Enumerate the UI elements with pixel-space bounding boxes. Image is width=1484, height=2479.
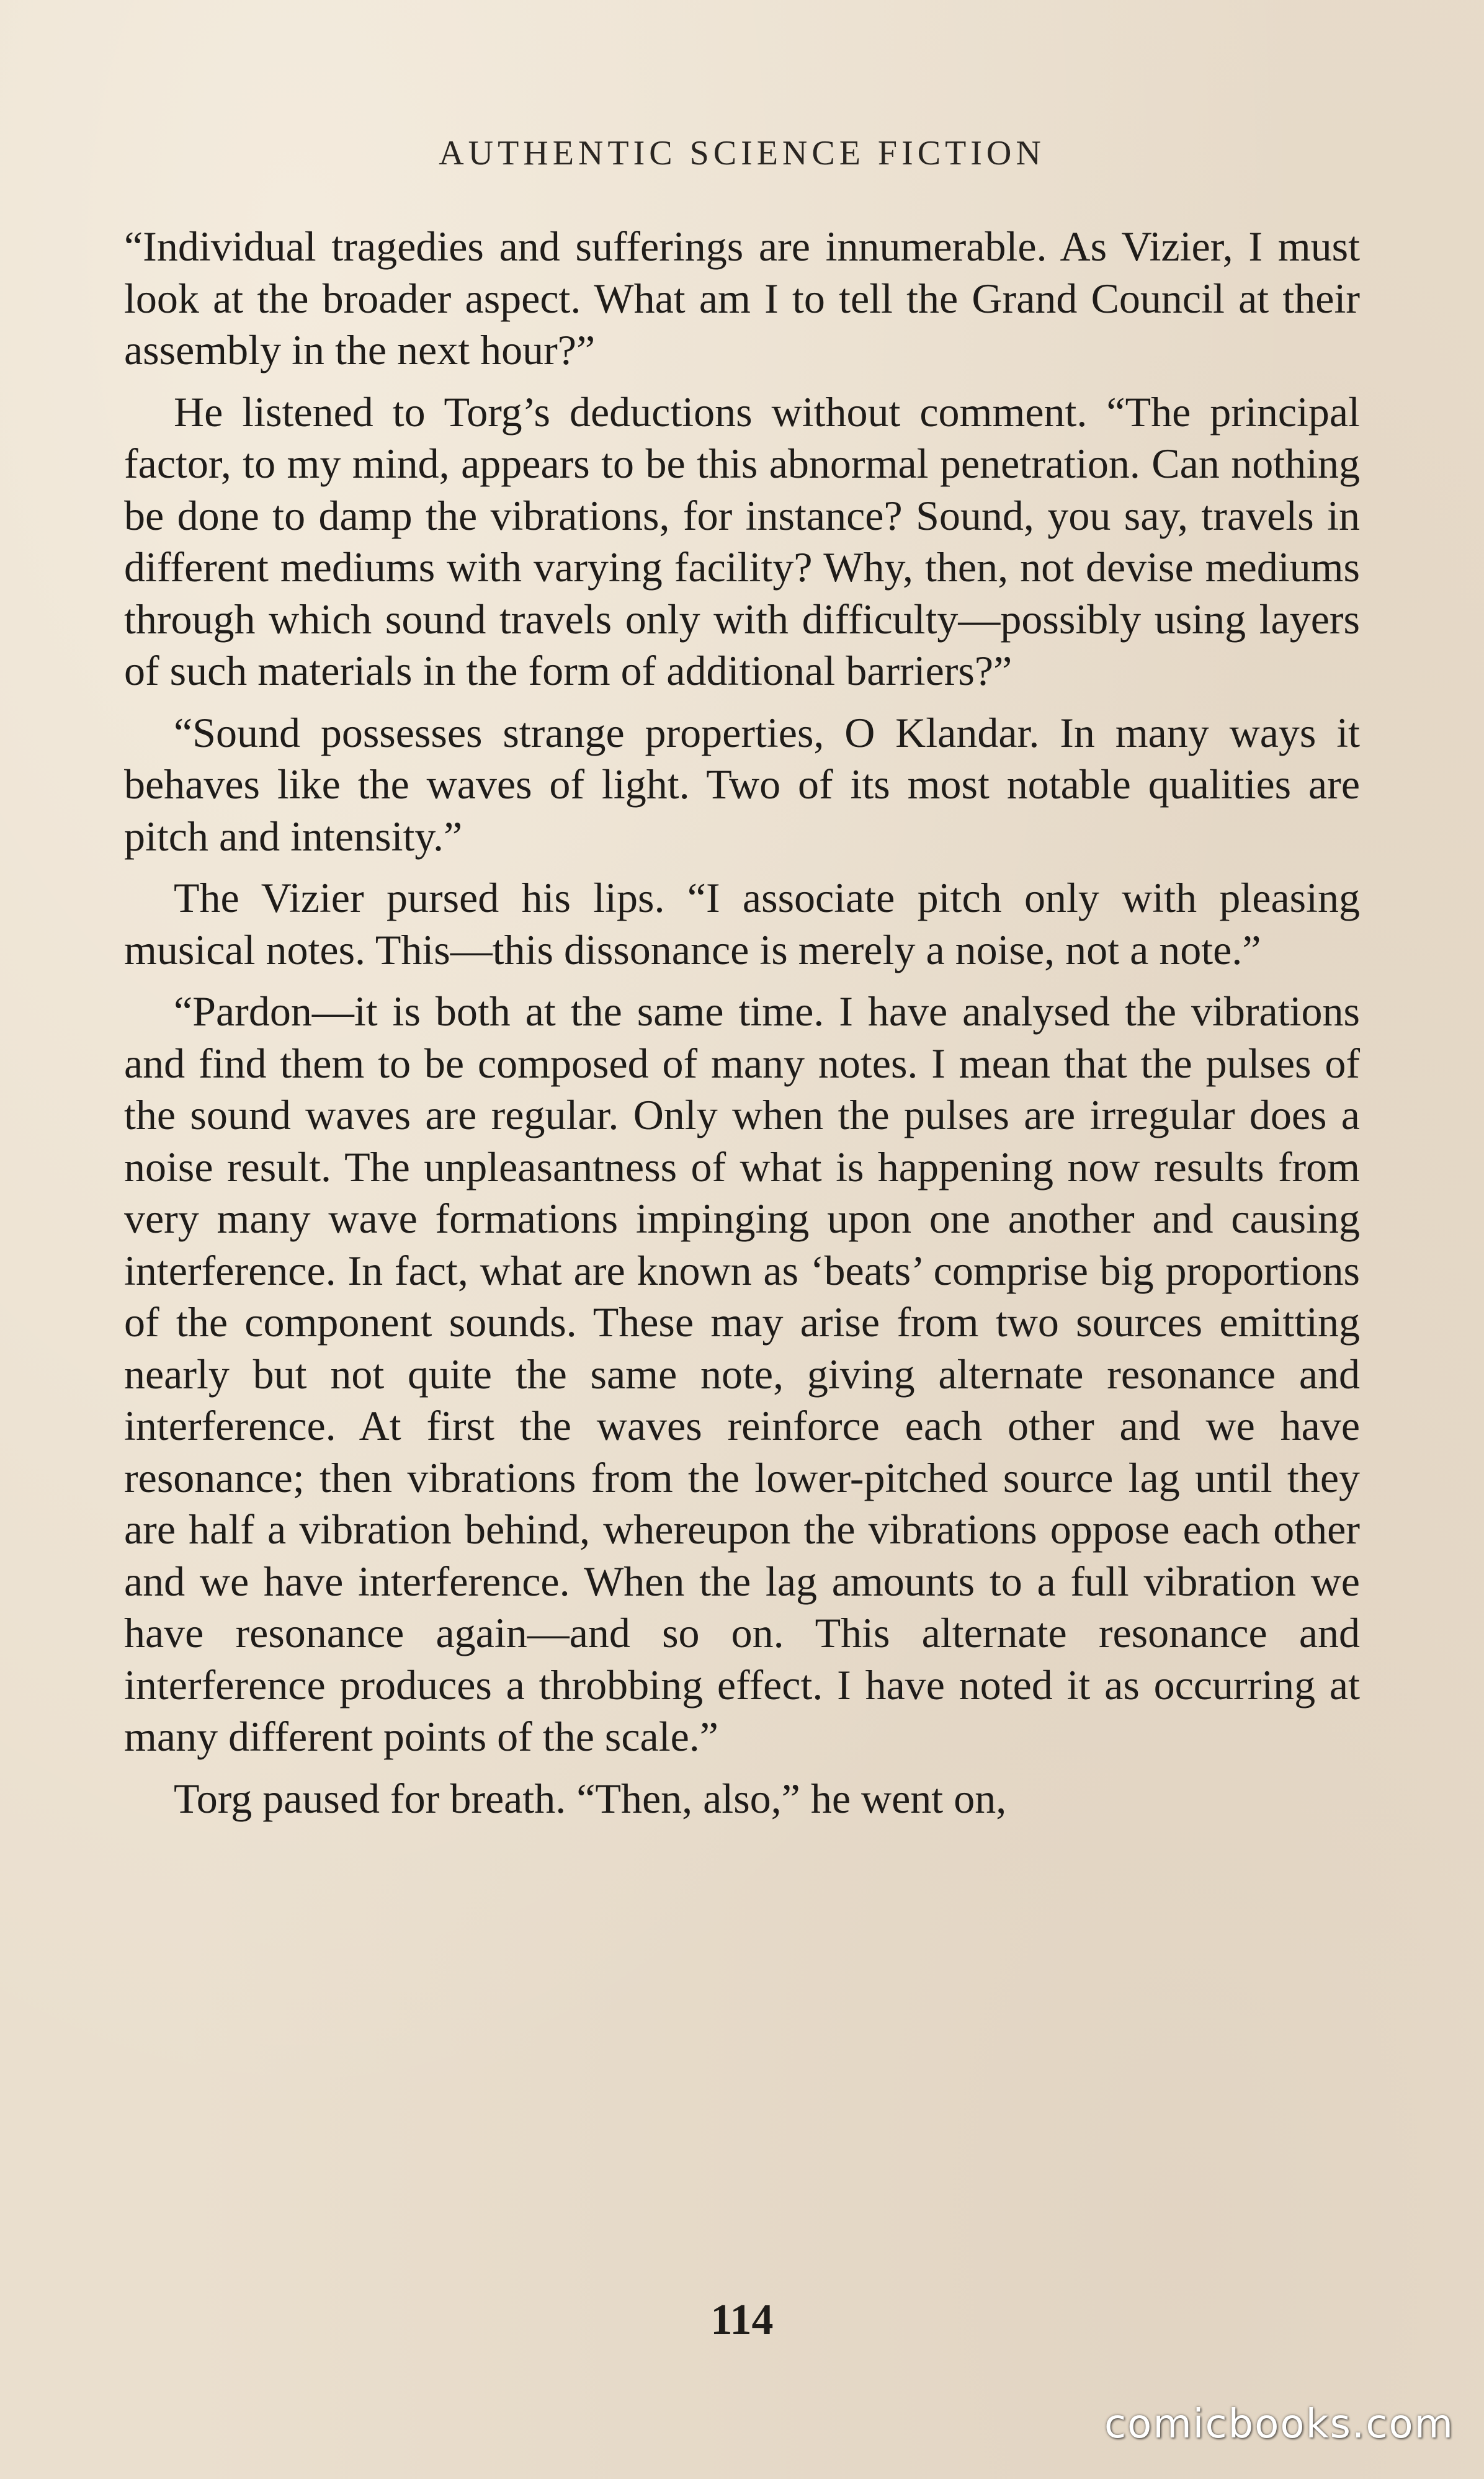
running-head: AUTHENTIC SCIENCE FICTION (439, 134, 1045, 172)
paragraph: Torg paused for breath. “Then, also,” he went on, (174, 1774, 1007, 1822)
watermark: comicbooks.com (1104, 2401, 1454, 2447)
paragraph: “Sound possesses strange properties, O Klandar. In many ways it behaves like the waves of light. Two of its most notable qualities are pitch and intensity.” (124, 708, 1360, 860)
paragraph: “Pardon—it is both at the same time. I have analysed the vibrations and find them to be composed of many notes. I mean that the pulses of the sound waves are regular. Only when the pulses are irregular does a noise result. The unpleasantness of what is happening now results from very many wave formations impinging upon one another and causing interference. In fact, what are known as ‘beats’ comprise big proportions of the component sounds. These may arise from two sources emitting nearly but not quite the same note, giving alternate resonance and interference. At first the waves reinforce each other and we have resonance; then vibrations from the lower-pitched source lag until they are half a vibration behind, whereupon the vibrations oppose each other and we have interference. When the lag amounts to a full vibration we have resonance again—and so on. This alternate resonance and interference produces a throbbing effect. I have noted it as occurring at many different points of the scale.” (124, 988, 1360, 1760)
body-text (124, 221, 1360, 1825)
paragraph: The Vizier pursed his lips. “I associate pitch only with pleasing musical notes. This—this dissonance is merely a noise, not a note.” (124, 874, 1360, 973)
paragraph: He listened to Torg’s deductions without comment. “The principal factor, to my mind, appears to be this abnormal penetration. Can nothing be done to damp the vibrations, for instance? Sound, you say, travels in different mediums with varying facility? Why, then, not devise mediums through which sound travels only with difficulty—possibly using layers of such materials in the form of additional barriers?” (124, 388, 1360, 694)
paragraph: “Individual tragedies and sufferings are innumerable. As Vizier, I must look at the broader aspect. What am I to tell the Grand Council at their assembly in the next hour?” (124, 223, 1360, 373)
page-number: 114 (710, 2296, 774, 2344)
